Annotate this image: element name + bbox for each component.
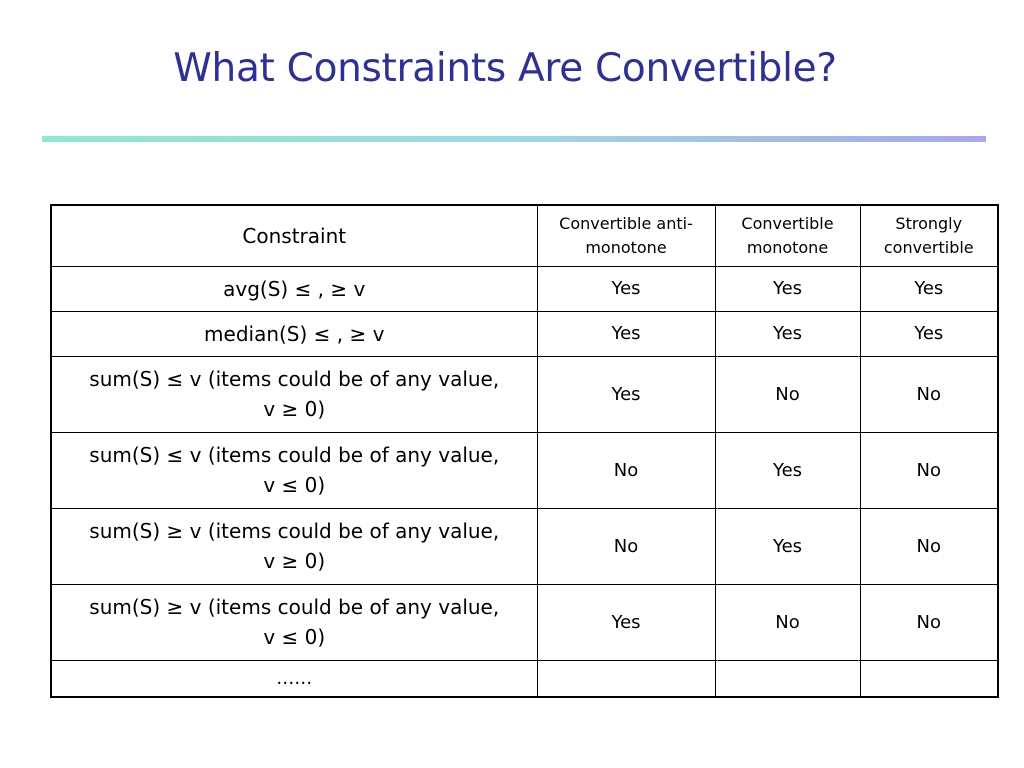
anti-monotone-cell <box>537 660 715 697</box>
constraint-text: median(S) ≤ , ≥ v <box>204 321 385 346</box>
constraint-cell <box>51 266 537 311</box>
constraint-cell <box>51 311 537 356</box>
constraint-cell <box>51 432 537 508</box>
monotone-cell: No <box>715 584 860 660</box>
table-row <box>51 508 998 584</box>
strongly-convertible-cell: No <box>860 508 998 584</box>
header-constraint: Constraint <box>51 205 537 266</box>
table-row <box>51 266 998 311</box>
strongly-convertible-cell: No <box>860 432 998 508</box>
monotone-cell <box>715 660 860 697</box>
header-convertible-monotone: Convertible monotone <box>715 205 860 266</box>
table-row <box>51 432 998 508</box>
anti-monotone-cell: Yes <box>537 584 715 660</box>
constraint-condition: v ≤ 0) <box>263 473 326 497</box>
table-header-row <box>51 205 998 266</box>
constraint-table <box>50 204 999 698</box>
anti-monotone-cell: Yes <box>537 311 715 356</box>
monotone-cell: Yes <box>715 311 860 356</box>
ellipsis-cell: …… <box>51 660 537 697</box>
strongly-convertible-cell <box>860 660 998 697</box>
monotone-cell: Yes <box>715 432 860 508</box>
table-row <box>51 311 998 356</box>
constraint-text: sum(S) ≥ v (items could be of any value, <box>89 519 500 543</box>
anti-monotone-cell: Yes <box>537 266 715 311</box>
title-divider <box>42 136 986 142</box>
table-row <box>51 356 998 432</box>
monotone-cell: Yes <box>715 266 860 311</box>
monotone-cell: No <box>715 356 860 432</box>
constraint-text: sum(S) ≤ v (items could be of any value, <box>89 443 500 467</box>
table-row <box>51 584 998 660</box>
strongly-convertible-cell: No <box>860 356 998 432</box>
monotone-cell: Yes <box>715 508 860 584</box>
strongly-convertible-cell: Yes <box>860 266 998 311</box>
constraint-condition: v ≤ 0) <box>263 625 326 649</box>
strongly-convertible-cell: No <box>860 584 998 660</box>
constraint-text: avg(S) ≤ , ≥ v <box>223 276 366 301</box>
constraint-text: sum(S) ≥ v (items could be of any value, <box>89 595 500 619</box>
header-convertible-anti-monotone: Convertible anti-monotone <box>537 205 715 266</box>
anti-monotone-cell: No <box>537 432 715 508</box>
strongly-convertible-cell: Yes <box>860 311 998 356</box>
header-strongly-convertible: Strongly convertible <box>860 205 998 266</box>
constraint-cell <box>51 356 537 432</box>
constraint-cell <box>51 508 537 584</box>
constraint-condition: v ≥ 0) <box>263 549 326 573</box>
constraint-text: sum(S) ≤ v (items could be of any value, <box>89 367 500 391</box>
table-row-ellipsis <box>51 660 998 697</box>
anti-monotone-cell: No <box>537 508 715 584</box>
constraint-condition: v ≥ 0) <box>263 397 326 421</box>
anti-monotone-cell: Yes <box>537 356 715 432</box>
slide-title: What Constraints Are Convertible? <box>173 46 837 91</box>
constraint-cell <box>51 584 537 660</box>
